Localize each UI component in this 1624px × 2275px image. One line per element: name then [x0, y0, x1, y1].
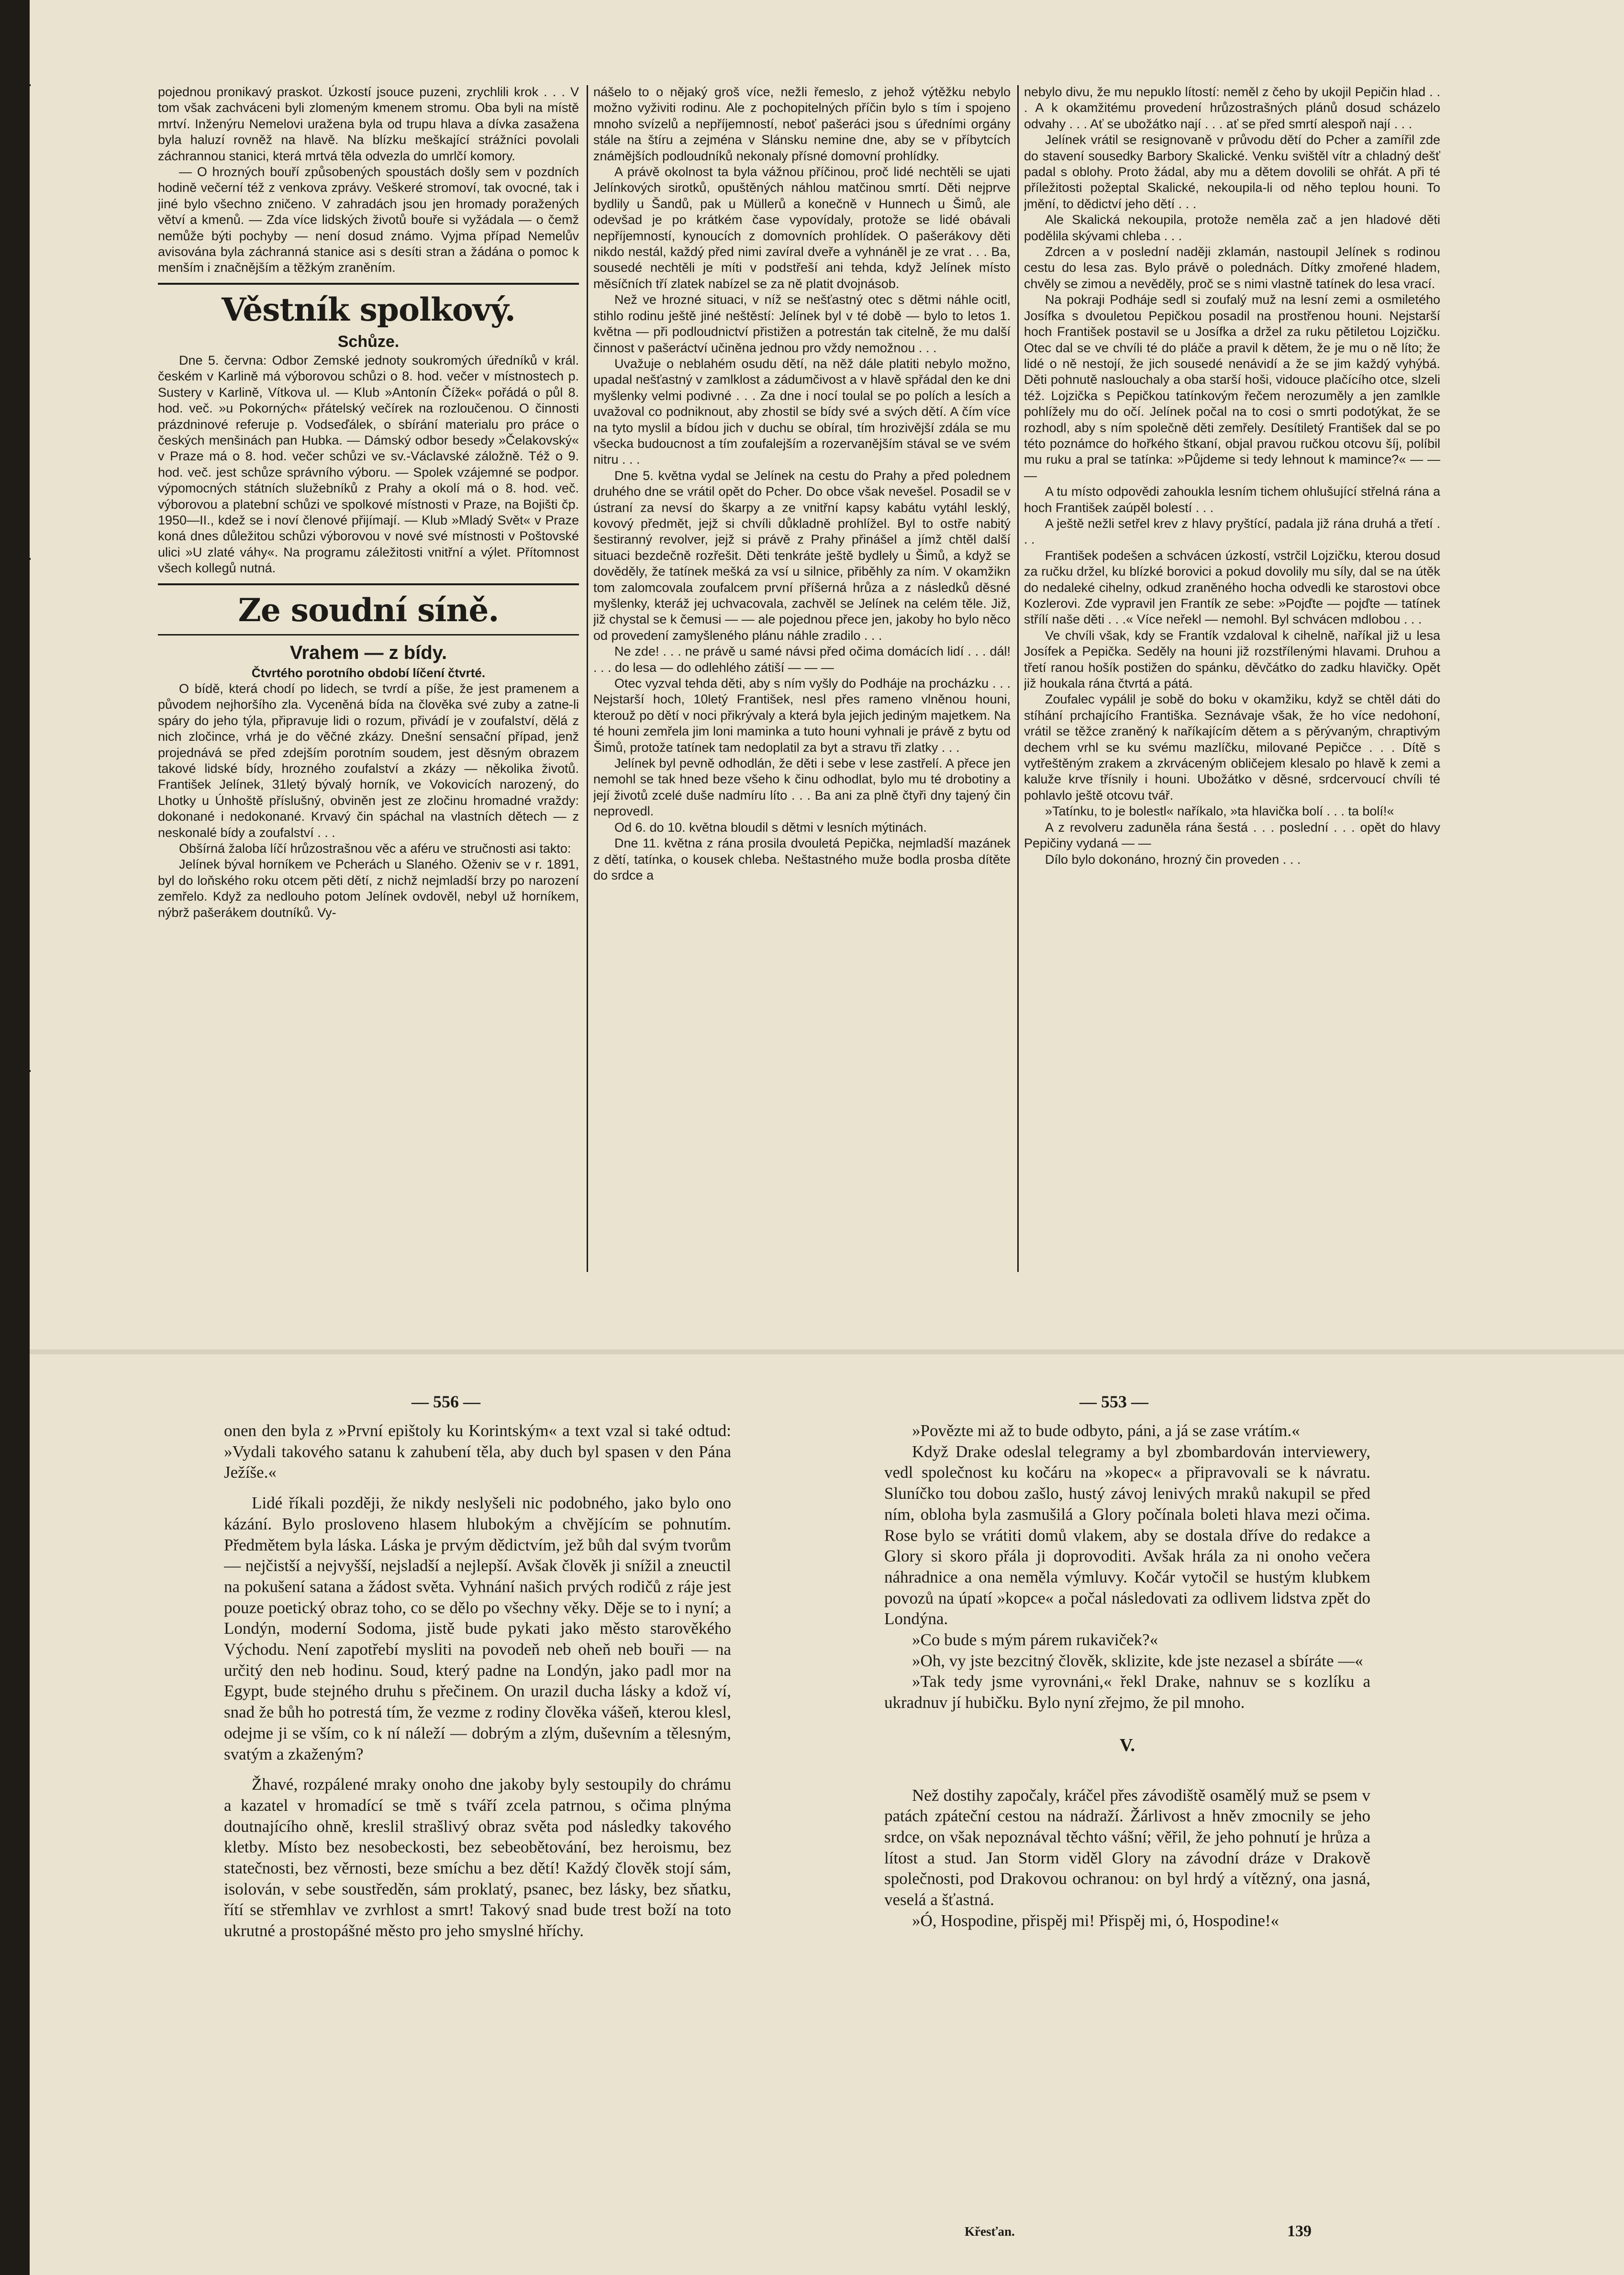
- article-paragraph: Otec vyzval tehda děti, aby s ním vyšly do Podháje na procházku . . . Nejstarší hoch, 10letý František, nesl přes rameno vlněnou houni, kterouž po dětí v noci přikrývaly a která byla jejich jediným majetkem. Na té houni zemřela jim loni maminka a tuto houni vyhnali je právě z bytu od Šimů, protože tatínek tam nedoplatil za byt a stravu tři zlatky . . .: [593, 676, 1011, 755]
- column-divider: [587, 85, 588, 1272]
- novel-paragraph: »Povězte mi až to bude odbyto, páni, a já se zase vrátím.«: [912, 1421, 1300, 1440]
- page-number-left: — 556 —: [412, 1392, 480, 1411]
- section-subtitle-schuze: Schůze.: [337, 332, 400, 351]
- article-paragraph: — O hrozných bouří způsobených spoustách došly sem v pozdních hodině večerní též z venkova zprávy. Veškeré stromoví, tak ovocné, tak i jiné bylo všechno zničeno. V zahradách jsou jen hromady poražených větví a kmenů. — Zda více lidských životů bouře si vyžádala — o čemž nemůže býti pochyby — není dosud známo. Vyjma případ Nemelův avisována byla záchranná stanice asi s desíti stran a žádána o pomoc k menším i značnějším a těžkým zraněním.: [158, 165, 579, 275]
- footer-publication: Křesťan.: [965, 2224, 1015, 2239]
- novel-column-left: [224, 1420, 731, 2215]
- novel-paragraph: Když Drake odeslal telegramy a byl zbombardován interviewery, vedl společnost ku kočáru na »kopec« a připravovali se k návratu. Sluníčko tou dobou zašlo, hustý závoj lenivých mraků nakupil se před ním, obloha byla zasmušilá a Glory počínala boleti hlava mezi očima. Rose bylo se vrátiti domů vlakem, aby se dostala dříve do redakce a Glory si skoro přála ji doprovoditi. Avšak hrála za ni onoho večera náhradnice a ona neměla výmluvy. Kočár vytočil se hustým klubkem povozů na úpatí »kopce« a počal následovati za odlivem lidstva zpět do Londýna.: [884, 1442, 1370, 1628]
- section-rule: [158, 634, 579, 636]
- article-paragraph: A tu místo odpovědi zahoukla lesním tichem ohlušující střelná rána a hoch František zaúpěl bolestí . . .: [1024, 484, 1440, 515]
- article-paragraph: František podešen a schvácen úzkostí, vstrčil Lojzičku, kterou dosud za ručku držel, ku blízké borovici a pokud dovolily mu síly, dal se na útěk do nedaleké cihelny, odkud zraněného hocha odvedli ke starostovi obce Kozlerovi. Zde vypravil jen Frantík ze sebe: »Pojďte — pojďte — tatínek střílí naše děti . . .« Více neřekl — nemohl. Byl schvácen mdlobou . . .: [1024, 548, 1440, 627]
- article-paragraph: Než ve hrozné situaci, v níž se nešťastný otec s dětmi náhle ocitl, stihlo rodinu ještě jiné neštěstí: Jelínek byl v té době — bylo to letos 1. května — při podloudnictví přistižen a potrestán tak citelně, že mu další činnost v pašeráctví učiněna jednou pro vždy nemožnou . . .: [593, 292, 1011, 355]
- article-paragraph: Ne zde! . . . ne právě u samé návsi před očima domácích lidí . . . dál! . . . do lesa — do odlehlého zátiší — — —: [593, 644, 1011, 675]
- top-column-2: [593, 84, 1011, 1285]
- article-paragraph: Zdrcen a v poslední naději zklamán, nastoupil Jelínek s rodinou cestu do lesa zas. Bylo právě o polednách. Dítky zmořené hladem, chvěly se zimou a nevěděly, proč se s nimi vlastně tatínek do lesa vrací.: [1024, 245, 1440, 291]
- article-paragraph: Uvažuje o neblahém osudu dětí, na něž dále platiti nebylo možno, upadal nešťastný v zamlklost a zádumčivost a v hlavě spřádal den ke dni myšlenky velmi podivné . . . Za dne i nocí toulal se po polích a lesích a uvažoval co podniknout, aby zhostil se bídy své a svých dětí. A čím více na tyto myslil a bídou jich v duchu se obíral, tím hrozivější zdála se mu všecka budoucnost a tím zoufalejším a rozervanějším stával se ve svém nitru . . .: [593, 356, 1011, 467]
- article-paragraph: nášelo to o nějaký groš více, nežli řemeslo, z jehož výtěžku nebylo možno vyživiti rodinu. Ale z pochopitelných příčin bylo s tím i spojeno mnoho svízelů a nepříjemností, neboť pašeráci jsou s úředními orgány stále na štíru a zejména v Slánsku nemine dne, aby se v příbytcích známějších podloudníků nekonaly přísné domovní prohlídky.: [593, 85, 1011, 163]
- article-note: Čtvrtého porotního období líčení čtvrté.: [251, 665, 486, 680]
- article-paragraph: Na pokraji Podháje sedl si zoufalý muž na lesní zemi a osmiletého Josífka s dvouletou Pepičkou posadil na prostřenou houni. Nejstarší hoch František postavil se u Josífka a držel za ruku pětiletou Lojzičku. Otec dal se ve chvíli té do pláče a pravil k dětem, že je mu o ně líto; že lidé o ně nestojí, že jich sousedé nenávidí a že se jim každý vyhýbá. Děti pohnutě naslouchaly a oba starší hoši, vidouce plačícího otce, slzeli též. Lojzička s Pepičkou tatínkovým řečem nerozuměly a jen zamlkle pohlížely mu do očí. Jelínek počal na to cosi o smrti podotýkat, že se rozhodl, aby s ním společně děti zemřely. Desítiletý František dal se po této poznámce do hořkého štkaní, objal pravou ručkou otcovu šíj, políbil mu ruku a pral se tatínka: »Půjdeme si tedy lehnout k mamince?« — — —: [1024, 292, 1440, 483]
- top-column-1: [158, 84, 579, 1285]
- article-paragraph: A právě okolnost ta byla vážnou příčinou, proč lidé nechtěli se ujati Jelínkových sirotků, opuštěných náhlou matčinou smrtí. Děti nejprve bydlily u Šandů, pak u Müllerů a konečně v Hunnech u Šimů, ale odevšad je po krátkém čase vypovídaly, protože se lidé obávali nepříjemností, kynoucích z domovních prohlídek. O pašerákovy děti nikdo nestál, každý před nimi zavíral dveře a vyhnáněl je ze vrat . . . Ba, sousedé nechtěli je míti v podstřeší ani tehda, když Jelínek místo měsíčních tří zlatek nabízel se za ně platit dvojnásob.: [593, 165, 1011, 291]
- binding-mark: [12, 84, 31, 86]
- book-binding-edge: [0, 0, 30, 2275]
- article-paragraph: »Tatínku, to je bolestl« naříkalo, »ta hlavička bolí . . . ta bolí!«: [1045, 804, 1394, 819]
- section-title-vestnik: Věstník spolkový.: [222, 290, 515, 328]
- novel-paragraph: »Co bude s mým párem rukaviček?«: [912, 1630, 1158, 1650]
- binding-mark: [12, 558, 31, 560]
- article-headline: Vrahem — z bídy.: [289, 642, 447, 663]
- novel-paragraph: Než dostihy započaly, kráčel přes závodiště osamělý muž se psem v patách zpáteční cestou na nádraží. Žárlivost a hněv zmocnily se jeho srdce, on však nepoznával těchto vášní; věřil, že jeho pohnutí je hrůza a lítost a stud. Jan Storm viděl Glory na závodní dráze v Drakově společnosti, pod Drakovou ochranou: on byl hrdý a vítězný, ona jasná, veselá a šťastná.: [884, 1785, 1370, 1909]
- article-paragraph: pojednou pronikavý praskot. Úzkostí jsouce puzeni, zrychlili krok . . . V tom však zachváceni byli zlomeným kmenem stromu. Oba byli na místě mrtví. Inženýru Nemelovi uražena byla od trupu hlava a dívka zasažena byla haluzí rovněž na hlavě. Na blízku meškající strážníci povolali záchrannou stanici, která mrtvá těla odvezla do umrlčí komory.: [158, 85, 579, 163]
- article-paragraph: Jelínek vrátil se resignovaně v průvodu dětí do Pcher a zamířil zde do stavení sousedky Barbory Skalické. Venku svištěl vítr a chladný dešť padal s oblohy. Proto žádal, aby mu a dětem dovolili se ohřát. A při té příležitosti požeptal Skalické, nekoupila-li od něho teplou houni. To jmění, to dědictví jeho dětí . . .: [1024, 133, 1440, 211]
- article-paragraph: Jelínek býval horníkem ve Pcherách u Slaného. Oženiv se v r. 1891, byl do loňského roku otcem pěti dětí, z nichž nejmladší brzy po narození zemřelo. Když za nedlouho potom Jelínek ovdověl, nebyl už horníkem, nýbrž pašerákem doutníků. Vy-: [158, 857, 579, 920]
- novel-column-right: [884, 1420, 1370, 2215]
- section-rule: [158, 283, 579, 285]
- page-number-right: — 553 —: [1079, 1392, 1148, 1411]
- chapter-heading: V.: [1119, 1735, 1135, 1755]
- column-divider: [1017, 85, 1019, 1272]
- novel-paragraph: »Tak tedy jsme vyrovnáni,« řekl Drake, nahnuv se s kozlíku a ukradnuv jí hubičku. Bylo nyní zřejmo, že pil mnoho.: [884, 1672, 1370, 1712]
- article-paragraph: Dílo bylo dokonáno, hrozný čin proveden . . .: [1045, 852, 1301, 867]
- article-paragraph: Dne 11. května z rána prosila dvouletá Pepička, nejmladší mazánek z dětí, tatínka, o kousek chleba. Neštastného muže bodla prosba dítěte do srdce a: [593, 836, 1011, 882]
- footer-page-number: 139: [1287, 2222, 1312, 2240]
- page-fold: [30, 1349, 1624, 1354]
- article-paragraph: A ještě nežli setřel krev z hlavy pryštící, padala již rána druhá a třetí . . .: [1024, 516, 1440, 547]
- binding-mark: [12, 1070, 31, 1072]
- article-paragraph: nebylo divu, že mu nepuklo lítostí: neměl z čeho by ukojil Pepičin hlad . . . A k okamžitému provedení hrůzostrašných plánů dosud scházelo odvahy . . . Ať se ubožátko nají . . . ať se před smrtí alespoň nají . . .: [1024, 85, 1440, 131]
- article-paragraph: Ve chvíli však, kdy se Frantík vzdaloval k cihelně, naříkal již u lesa Josífek a Pepička. Seděly na houni již rozstřílenými hlavami. Druhou a třetí ranou hošík postižen do spánku, děvčátko do zadku hlavičky. Opět již houkala rána čtvrtá a pátá.: [1024, 628, 1440, 691]
- novel-paragraph: Žhavé, rozpálené mraky onoho dne jakoby byly sestoupily do chrámu a kazatel v hromadící se tmě s tváří zcela patrnou, s očima plnýma doutnajícího ohně, kreslil strašlivý obraz světa pod následky takového kletby. Místo bez nesobeckosti, bez sebeobětování, bez heroismu, bez statečnosti, bez věrnosti, beze smíchu a bez dětí! Každý člověk stojí sám, isolován, v sebe soustředěn, sám proklatý, psanec, bez lásky, bez sňatku, řítí se střemhlav ve zvrhlost a smrt! Takový snad bude trest boží na toto ukrutné a prostopášné město pro jeho smyslné hříchy.: [224, 1775, 731, 1940]
- novel-paragraph: Lidé říkali později, že nikdy neslyšeli nic podobného, jako bylo ono kázání. Bylo proslovenо hlasem hlubokým a chvějícím se pohnutím. Předmětem byla láska. Láska je prvým dědictvím, jež bůh dal svým tvorům — nejčistší a nejvyšší, nejsladší a nejlepší. Avšak člověk ji snížil a zneuctil na pokušení satana a žádost světa. Vyhnání našich prvých rodičů z ráje jest pouze poetický obraz toho, co se dělo po všechny věky. Děje se to i nyní; a Londýn, moderní Sodoma, jistě bude pykati jako město starověkého Východu. Není zapotřebí mysliti na povodeň neb oheň neb bouři — na určitý den neb hodinu. Soud, který padne na Londýn, jako padl mor na Egypt, bude stejného druhu s přečinem. On urazil ducha lásky a kdož ví, snad že bůh ho potrestá tím, že vezme z rodiny člověka vášeň, kterou klesl, odejme ji se vším, co k ní náleží — dobrým a zlým, duševním a tělesným, svatým a zkaženým?: [224, 1494, 731, 1763]
- article-paragraph: Od 6. do 10. května bloudil s dětmi v lesních mýtinách.: [614, 820, 927, 835]
- top-column-3: [1024, 84, 1440, 1285]
- novel-paragraph: »Oh, vy jste bezcitný člověk, sklizite, kde jste nezasel a sbíráte —«: [912, 1651, 1363, 1670]
- novel-paragraph: onen den byla z »První epištoly ku Korintským« a text vzal si také odtud: »Vydali takového satanu k zahubení těla, aby duch byl spasen v den Pána Ježíše.«: [224, 1421, 731, 1482]
- article-paragraph: Obšírná žaloba líčí hrůzostrašnou věc a aféru ve stručnosti asi takto:: [179, 841, 571, 856]
- article-paragraph: Ale Skalická nekoupila, protože neměla zač a jen hladové děti podělila skývami chleba . . .: [1024, 212, 1440, 243]
- section-rule: [158, 583, 579, 585]
- article-paragraph: A z revolveru zaduněla rána šestá . . . poslední . . . opět do hlavy Pepičiny vydaná — —: [1024, 820, 1440, 851]
- article-paragraph: Zoufalec vypálil je sobě do boku v okamžiku, když se chtěl dáti do stíhání prchajícího Františka. Seznávaje však, že ho více nedohoní, vrátil se těžce zraněný k naříkajícím dětem a s pěrývaným, chraptivým dechem vrhl se ku svému mazlíčku, milované Pepičce . . . Dítě s vytřeštěným zrakem a zkrváceným obličejem klesalo po hlavě k zemi a kaluže krve třísnily i houni. Ubožátko v děsné, srdcervoucí chvíli té pohlavlo ještě otcovu tvář.: [1024, 692, 1440, 803]
- article-paragraph: Dne 5. května vydal se Jelínek na cestu do Prahy a před polednem druhého dne se vrátil opět do Pcher. Do obce však nevešel. Posadil se v ústraní za nevsí do škarpy a ze vnitřní kapsy kabátu vytáhl lesklý, kovový předmět, jejž si chvíli důkladně prohlížel. Byl to ostře nabitý šestiranný revolver, jejž si právě z Prahy přinášel a jímž chtěl další situaci bezdečně rozřešit. Děti tenkráte ještě bydlely u Šimů, a když se dověděly, že tatínek mešká za vsí u silnice, přiběhly za ním. V okamžikn tom zalomcovala zoufalcem první příšerná hrůza a z následků děsné myšlenky, kteráž jej uchvacovala, zachvěl se Jelínek na celém těle. Již, již chystal se k čemusi — — ale pojednou přece jen, jakoby ho bylo něco od provedení zamyšleného plánu náhle zradilo . . .: [593, 468, 1011, 643]
- article-paragraph: Dne 5. června: Odbor Zemské jednoty soukromých úředníků v král. českém v Karlině má výborovou schůzi o 8. hod. večer v místnostech p. Sustery v Karlině, Vítkova ul. — Klub »Antonín Čížek« pořádá o půl 8. hod. več. »u Pokorných« přátelský večírek na rozloučenou. O činnosti prázdninové referuje p. Vodseďálek, o sbírání materialu pro práce o českých menšinách pan Hubka. — Dámský odbor besedy »Čelakovský« v Praze má o 8. hod. večer schůzi ve sv.-Václavské záložně. Též o 9. hod. več. jest schůze správního výboru. — Spolek vzájemné se podpor. výpomocných státních služebníků z Prahy a okolí má o 8. hod. več. výborovou a platební schůzi ve spolkové místnosti v Praze, na Bojišti čp. 1950—II., kdež se i noví členové přijímají. — Klub »Mladý Svět« v Praze koná dnes důležitou schůzi výborovou v nové své místnosti v Poštovské ulici »U zlaté váhy«. Na programu záležitosti vnitřní a výlet. Přítomnost všech kollegů nutná.: [158, 353, 579, 576]
- novel-paragraph: »Ó, Hospodine, přispěj mi! Přispěj mi, ó, Hospodine!«: [912, 1911, 1279, 1930]
- article-paragraph: Jelínek byl pevně odhodlán, že děti i sebe v lese zastřelí. A přece jen nemohl se tak hned beze všeho k činu odhodlat, bylo mu té drobotiny a její životů zcelé duše nadmíru líto . . . Ba ani za plně čtyři dny tajený čin neprovedl.: [593, 756, 1011, 819]
- article-paragraph: O bídě, která chodí po lidech, se tvrdí a píše, že jest pramenem a původem nejhoršího zla. Vyceněná bída na člověka své zuby a zatne-li spáry do jeho týla, připravuje lidi o rozum, přivádí je v zoufalství, dělá z nich zločince, vrhá je do věčné zkázy. Dnešní sensační případ, jenž projednává se před zdejším porotním soudem, jest děsným obrazem takové lidské bídy, hrozného zoufalství a zkázy — několika životů. František Jelínek, 31letý bývalý horník, ve Vokovicích narozený, do Lhotky u Únhoště příslušný, obviněn jest ze zločinu hromadné vraždy: dokonané i nedokonané. Krvavý čin spáchal na vlastních dětech — z neskonalé bídy a zoufalství . . .: [158, 681, 579, 840]
- section-title-soudni: Ze soudní síně.: [238, 591, 499, 629]
